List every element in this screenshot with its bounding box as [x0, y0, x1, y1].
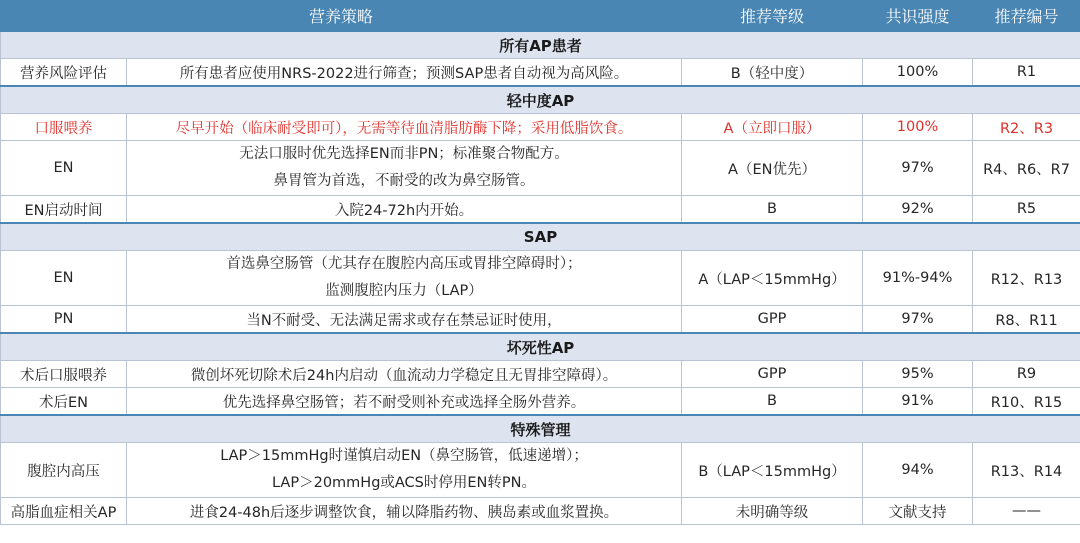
table-row [1, 141, 1080, 196]
strength-cell: 91%-94% [863, 251, 973, 306]
ref-cell: R12、R13 [973, 251, 1080, 306]
strength-cell: 91% [863, 388, 973, 416]
section-title: 所有AP患者 [1, 31, 1080, 59]
table-row [1, 251, 1080, 306]
ref-cell: R8、R11 [973, 306, 1080, 334]
section-row [1, 31, 1080, 59]
section-title: 坏死性AP [1, 333, 1080, 361]
strategy-cell: 腹腔内高压 [1, 443, 127, 498]
ref-cell: R5 [973, 196, 1080, 224]
strength-cell: 95% [863, 361, 973, 388]
header-ref: 推荐编号 [973, 1, 1080, 32]
content-line: 鼻胃管为首选，不耐受的改为鼻空肠管。 [273, 173, 535, 189]
content-cell: 微创坏死切除术后24h内启动（血流动力学稳定且无胃排空障碍）。 [127, 361, 682, 388]
table-row [1, 388, 1080, 416]
strategy-cell: 营养风险评估 [1, 59, 127, 87]
strategy-cell: 术后EN [1, 388, 127, 416]
grade-cell: A（LAP＜15mmHg） [682, 251, 863, 306]
content-cell [127, 443, 682, 498]
grade-cell: A（立即口服） [682, 114, 863, 141]
strength-cell: 100% [863, 59, 973, 87]
grade-cell: 未明确等级 [682, 498, 863, 525]
content-line: LAP＞20mmHg或ACS时停用EN转PN。 [272, 475, 536, 491]
content-cell [127, 251, 682, 306]
strategy-cell: EN [1, 251, 127, 306]
grade-cell: B（轻中度） [682, 59, 863, 87]
content-line: 监测腹腔内压力（LAP） [325, 283, 483, 299]
strength-cell: 文献支持 [863, 498, 973, 525]
content-cell: 所有患者应使用NRS-2022进行筛查；预测SAP患者自动视为高风险。 [127, 59, 682, 87]
section-title: SAP [1, 223, 1080, 251]
strength-cell: 97% [863, 141, 973, 196]
content-cell: 当N不耐受、无法满足需求或存在禁忌证时使用， [127, 306, 682, 334]
strategy-cell: 术后口服喂养 [1, 361, 127, 388]
section-row [1, 223, 1080, 251]
strategy-cell: EN [1, 141, 127, 196]
ref-cell: R4、R6、R7 [973, 141, 1080, 196]
content-cell: 尽早开始（临床耐受即可），无需等待血清脂肪酶下降；采用低脂饮食。 [127, 114, 682, 141]
header-strategy: 营养策略 [1, 1, 682, 32]
table-row [1, 498, 1080, 525]
strength-cell: 97% [863, 306, 973, 334]
content-cell: 入院24-72h内开始。 [127, 196, 682, 224]
content-line: LAP＞15mmHg时谨慎启动EN（鼻空肠管，低速递增）； [220, 448, 588, 464]
content-line: 无法口服时优先选择EN而非PN；标准聚合物配方。 [239, 146, 569, 162]
table-row-highlight [1, 114, 1080, 141]
table-row [1, 306, 1080, 334]
ref-cell: R2、R3 [973, 114, 1080, 141]
ref-cell: R13、R14 [973, 443, 1080, 498]
content-cell: 进食24-48h后逐步调整饮食，辅以降脂药物、胰岛素或血浆置换。 [127, 498, 682, 525]
table-row [1, 443, 1080, 498]
strength-cell: 100% [863, 114, 973, 141]
strategy-cell: EN启动时间 [1, 196, 127, 224]
grade-cell: B [682, 196, 863, 224]
content-cell [127, 141, 682, 196]
ref-cell: R10、R15 [973, 388, 1080, 416]
section-row [1, 415, 1080, 443]
strategy-cell: PN [1, 306, 127, 334]
section-row [1, 86, 1080, 114]
ref-cell: R1 [973, 59, 1080, 87]
table-row [1, 59, 1080, 87]
section-row [1, 333, 1080, 361]
content-cell: 优先选择鼻空肠管；若不耐受则补充或选择全肠外营养。 [127, 388, 682, 416]
grade-cell: A（EN优先） [682, 141, 863, 196]
section-title: 特殊管理 [1, 415, 1080, 443]
content-line: 首选鼻空肠管（尤其存在腹腔内高压或胃排空障碍时）； [226, 256, 582, 272]
strategy-cell: 高脂血症相关AP [1, 498, 127, 525]
header-strength: 共识强度 [863, 1, 973, 32]
ref-cell: R9 [973, 361, 1080, 388]
strategy-cell: 口服喂养 [1, 114, 127, 141]
table-header [1, 1, 1080, 32]
grade-cell: GPP [682, 361, 863, 388]
strength-cell: 92% [863, 196, 973, 224]
table-body [1, 31, 1080, 525]
ref-cell: —— [973, 498, 1080, 525]
table-row [1, 361, 1080, 388]
grade-cell: B [682, 388, 863, 416]
header-grade: 推荐等级 [682, 1, 863, 32]
section-title: 轻中度AP [1, 86, 1080, 114]
strength-cell: 94% [863, 443, 973, 498]
grade-cell: B（LAP＜15mmHg） [682, 443, 863, 498]
table-row [1, 196, 1080, 224]
grade-cell: GPP [682, 306, 863, 334]
